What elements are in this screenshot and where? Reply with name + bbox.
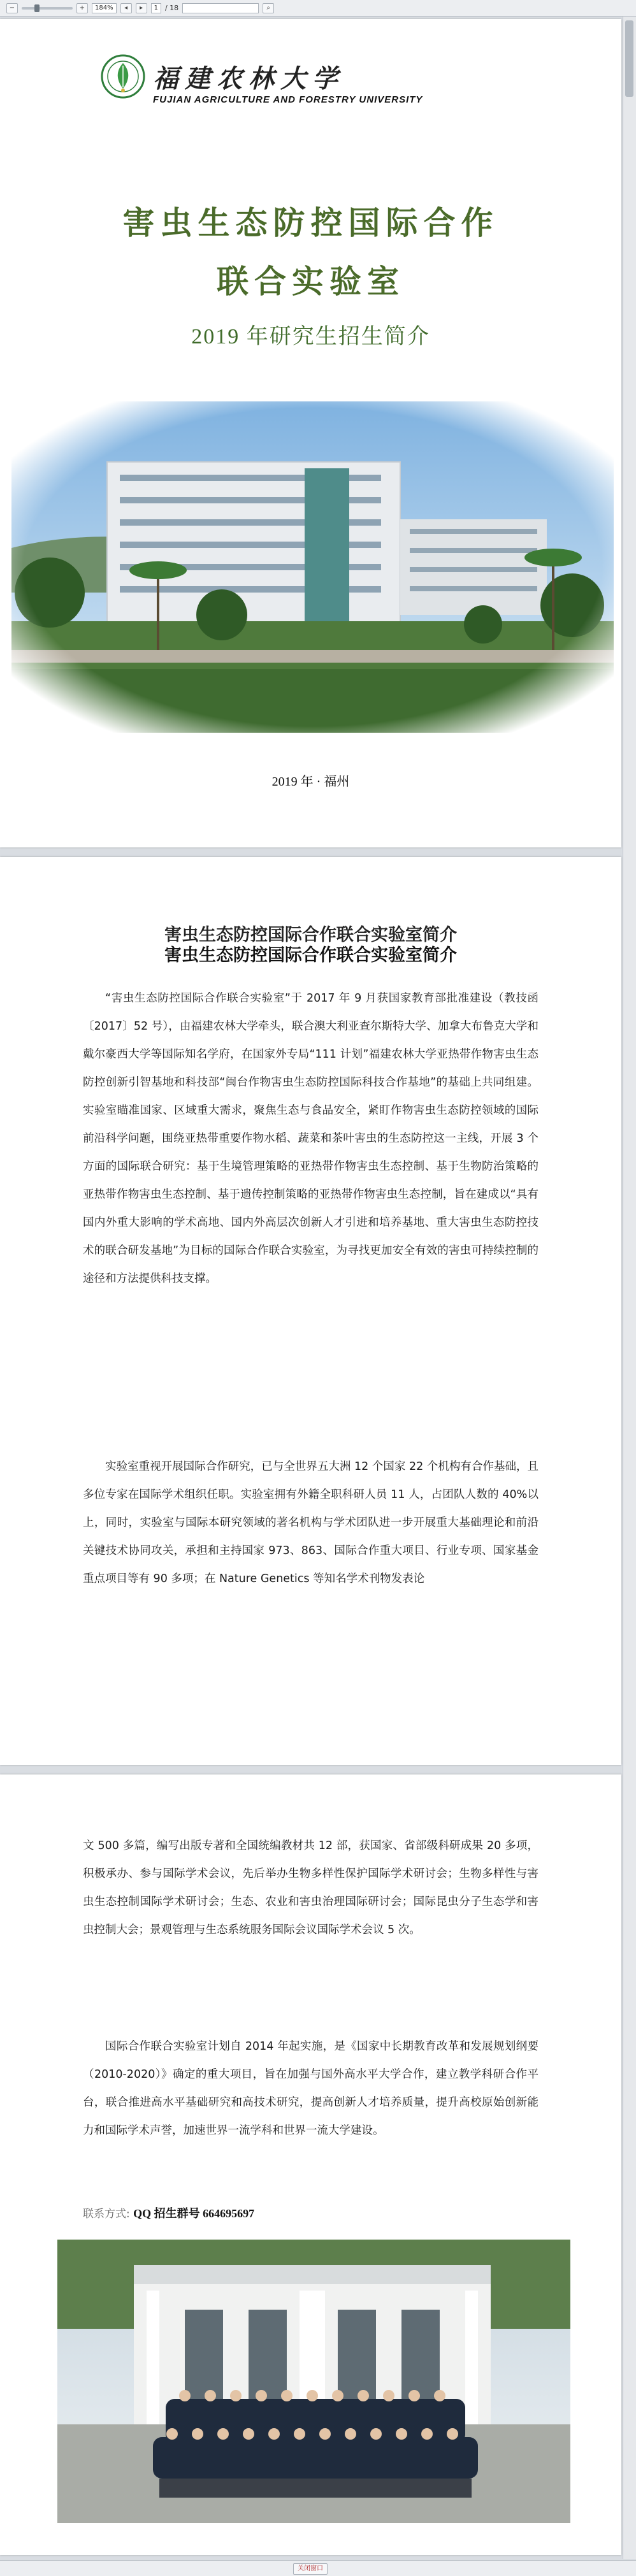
page-number-field[interactable]: 1 (151, 3, 161, 13)
document-page-1 (0, 19, 621, 847)
contact-qq-group: QQ 招生群号 664695697 (133, 2207, 255, 2220)
next-page-icon[interactable]: ▸ (136, 3, 147, 13)
zoom-slider-thumb[interactable] (34, 4, 40, 12)
search-input[interactable] (182, 3, 259, 13)
zoom-level-field[interactable]: 184% (92, 3, 117, 13)
doc-title-line-2: 联合实验室 (217, 263, 405, 300)
scrollbar-thumb[interactable] (625, 20, 633, 97)
zoom-in-button[interactable]: + (76, 3, 88, 13)
doc-subtitle: 2019 年研究生招生简介 (191, 325, 430, 349)
intro-paragraph-1: “害虫生态防控国际合作联合实验室”于 2017 年 9 月获国家教育部批准建设（教技函〔2017〕52 号），由福建农林大学牵头，联合澳大利亚查尔斯特大学、加拿大布鲁克大学和戴尔豪西大学等国际知名学府，在国家外专局“111 计划”福建农林大学亚热带作物害虫生态防控创新引智基地和科技部“闽台作物害虫生态防控国际科技合作基地”的基础上共同组建。实验室瞄准国家、区域重大需求，聚焦生态与食品安全，紧盯作物害虫生态防控领域的国际前沿科学问题，围绕亚热带重要作物水稻、蔬菜和茶叶害虫的生态防控这一主线，开展 3 个方面的国际联合研究：基于生境管理策略的亚热带作物害虫生态控制、基于生物防治策略的亚热带作物害虫生态控制、基于遗传控制策略的亚热带作物害虫生态控制，旨在建成以“具有国内外重大影响的学术高地、国内外高层次创新人才引进和培养基地、重大害虫生态防控技术的联合研发基地”为目标的国际合作联合实验室，为寻找更加安全有效的害虫可持续控制的途径和方法提供科技支撑。 (83, 992, 538, 1285)
section-heading: 害虫生态防控国际合作联合实验室简介 (164, 946, 457, 965)
program-paragraph: 国际合作联合实验室计划自 2014 年起实施，是《国家中长期教育改革和发展规划纲要（2010-2020）》确定的重大项目，旨在加强与国外高水平大学合作，建立教学科研合作平台，联合推进高水平基础研究和高技术研究，提高创新人才培养质量，提升高校原始创新能力和国际学术声誉，加速世界一流学科和世界一流大学建设。 (83, 2040, 538, 2137)
group-photo (57, 2240, 570, 2523)
search-icon[interactable]: ⌕ (263, 3, 274, 13)
prev-page-icon[interactable]: ◂ (120, 3, 132, 13)
university-name-en: FUJIAN AGRICULTURE AND FORESTRY UNIVERSITY (153, 94, 423, 105)
doc-title-line-1: 害虫生态防控国际合作 (122, 204, 499, 241)
doc-date-line: 2019 年 · 福州 (271, 775, 350, 789)
bottom-bar (0, 2560, 636, 2576)
zoom-out-button[interactable]: − (6, 3, 18, 13)
continued-paragraph: 文 500 多篇，编写出版专著和全国统编教材共 12 部，获国家、省部级科研成果 20 多项，积极承办、参与国际学术会议，先后举办生物多样性保护国际学术研讨会；生物多样性与害虫生态控制国际学术研讨会；生态、农业和害虫治理国际研讨会；国际昆虫分子生态学和害虫控制大会；景观管理与生态系统服务国际会议国际学术会议 5 次。 (83, 1839, 538, 1936)
document-page-3 (0, 1774, 621, 2555)
overlapping-heading: 害虫生态防控国际合作联合实验室简介 (164, 925, 457, 945)
document-page-2 (0, 857, 621, 1765)
contact-line (83, 2205, 254, 2221)
zoom-slider[interactable] (22, 7, 73, 10)
page-total-label: / 18 (164, 4, 179, 12)
university-logo (101, 54, 145, 99)
contact-label: 联系方式: (83, 2208, 130, 2220)
viewer-toolbar (0, 0, 636, 17)
university-name-cn: 福建农林大学 (153, 64, 344, 94)
close-window-button[interactable]: 关闭窗口 (293, 2563, 328, 2575)
campus-building-photo (11, 401, 614, 733)
intro-paragraph-2: 实验室重视开展国际合作研究，已与全世界五大洲 12 个国家 22 个机构有合作基础，且多位专家在国际学术组织任职。实验室拥有外籍全职科研人员 11 人，占团队人数的 40%以上，同时，实验室与国际本研究领域的著名机构与学术团队进一步开展重大基础理论和前沿关键技术协同攻关，承担和主持国家 973、863、国际合作重大项目、行业专项、国家基金重点项目等有 90 多项；在 Nature Genetics 等知名学术刊物发表论 (83, 1460, 538, 1585)
vertical-scrollbar[interactable] (623, 17, 636, 2559)
